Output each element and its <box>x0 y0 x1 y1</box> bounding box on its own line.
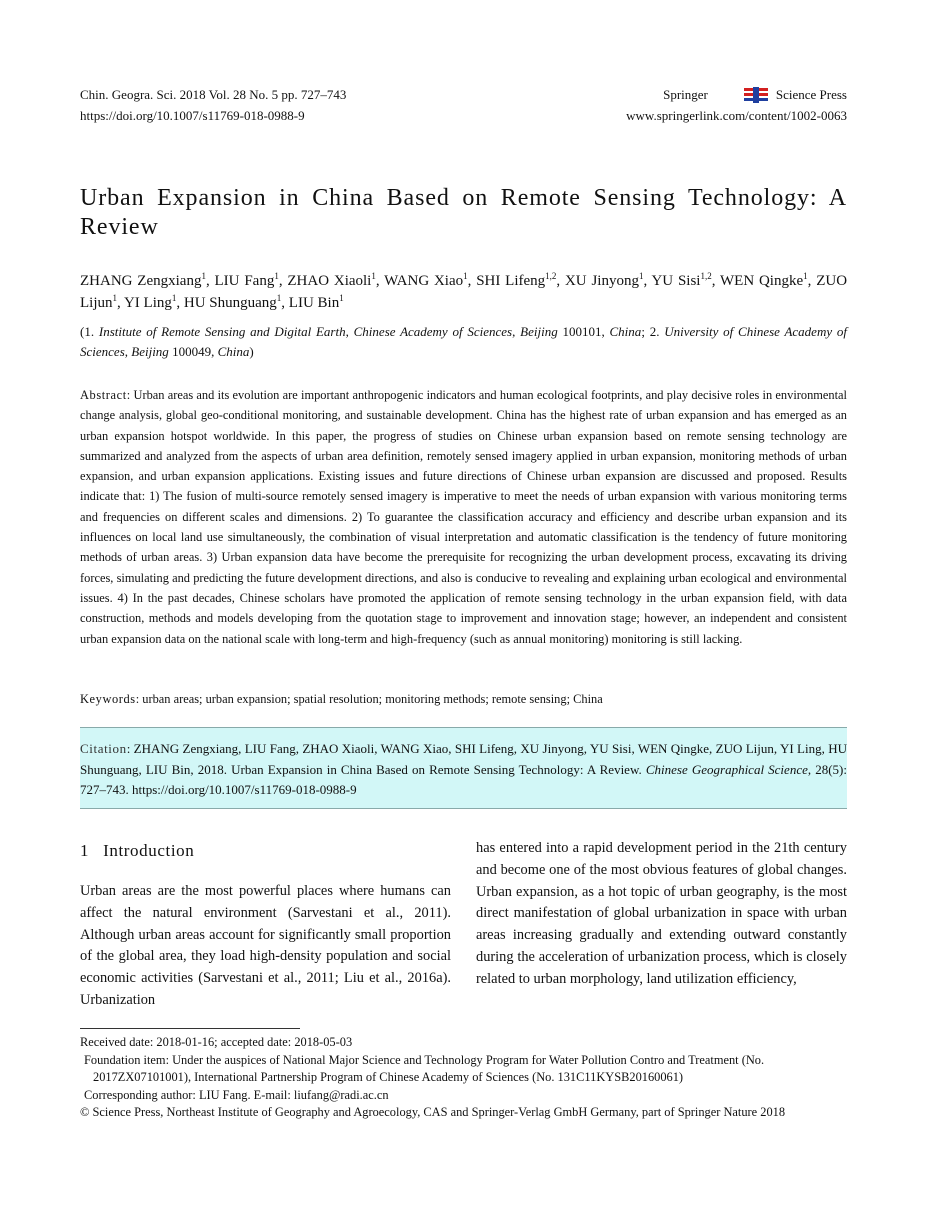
author-name: WEN Qingke <box>720 273 804 289</box>
body-column-right: has entered into a rapid development period in the 21th century and become one of the most obvious features of global changes. Urban expansion, as a hot topic of urban geography, is the most direct manifestation of global urbanization in space with urban areas increasing gradually and extending outward constantly during the acceleration of urbanization process, which is closely related to urban morphology, land utilization efficiency, <box>476 840 847 987</box>
author-affiliation-mark: 1 <box>339 293 344 303</box>
section-title: Introduction <box>103 841 195 860</box>
author-name: ZHAO Xiaoli <box>287 273 372 289</box>
journal-header <box>80 84 346 126</box>
author-name: HU Shunguang <box>183 295 277 311</box>
citation-box: Citation: ZHANG Zengxiang, LIU Fang, ZHAO Xiaoli, WANG Xiao, SHI Lifeng, XU Jinyong, YU Sisi, WEN Qingke, ZUO Lijun, YI Ling, HU Shunguang, LIU Bin, 2018. Urban Expansion in China Based on Remote Sensing Technology: A Review. Chinese Geographical Science, 28(5): 727–743. https://doi.org/10.1007/s11769-018-0988-9 <box>80 727 847 809</box>
citation-label: Citation <box>80 741 127 756</box>
author-name: LIU Fang <box>214 273 275 289</box>
abstract-label: Abstract <box>80 388 127 402</box>
affiliation-org-1: Chinese Academy of Sciences <box>353 324 513 339</box>
author-name: ZUO Lijun <box>80 273 848 311</box>
keywords: Keywords: urban areas; urban expansion; spatial resolution; monitoring methods; remote sensing; China <box>80 692 603 706</box>
affiliation-country-1: China <box>609 324 642 339</box>
abstract: Abstract: Urban areas and its evolution are important anthropogenic indicators and human ecological footprints, and play decisive roles in environmental change analysis, global geo-conditional monitoring, and sustainable development. China has the highest rate of urban expansion and has emerged as an urban expansion hotspot worldwide. In this paper, the progress of studies on Chinese urban expansion based on remote sensing technology are summarized and analyzed from the aspects of urban area definition, remotely sensed imagery applied in urban expansion, monitoring methods of urban expansion, and urban expansion applications. Existing issues and future directions of Chinese urban expansion are discussed and proposed. Results indicate that: 1) The fusion of multi-source remotely sensed imagery is imperative to meet the needs of urban expansion with various monitoring terms and frequencies on different scales and dimensions. 2) To guarantee the classification accuracy and efficiency and describe urban expansion and its influences on local land use simultaneously, the combination of visual interpretation and automatic classification is the tendency of future monitoring methods of urban areas. 3) Urban expansion data have become the prerequisite for recognizing the urban development process, excavating its driving forces, simulating and predicting the future development directions, and also is conducive to revealing and explaining urban ecological and environmental issues. 4) In the past decades, Chinese scholars have promoted the application of remote sensing technology in the urban expansion field, with data construction, methods and models developing from the quotation stage to improvement and innovation stage; however, an independent and consistent urban expansion data on the national scale with long-term and high-frequency (such as annual monitoring) monitoring is still lacking. <box>80 388 848 646</box>
affiliation-institute-1: Institute of Remote Sensing and Digital Earth <box>98 324 346 339</box>
author-affiliation-mark: 1,2 <box>545 271 557 281</box>
doi-link[interactable]: https://doi.org/10.1007/s11769-018-0988-9 <box>80 108 305 123</box>
footnote-corresponding: Corresponding author: LIU Fang. E-mail: liufang@radi.ac.cn <box>84 1087 389 1102</box>
publisher-header <box>626 84 847 126</box>
author-affiliation-mark: 1 <box>638 271 644 281</box>
author-name: WANG Xiao <box>384 273 464 289</box>
author-name: LIU Bin <box>288 295 340 311</box>
author-name: XU Jinyong <box>564 273 639 289</box>
author-affiliation-mark: 1,2 <box>700 271 712 281</box>
affiliation-city-2: Beijing <box>131 344 169 359</box>
affiliations: (1. Institute of Remote Sensing and Digital Earth, Chinese Academy of Sciences, Beijing 100101, China; 2. University of Chinese Academy of Sciences, Beijing 100049, China) <box>80 324 847 359</box>
keywords-text: urban areas; urban expansion; spatial resolution; monitoring methods; remote sensing; China <box>142 692 603 706</box>
author-affiliation-mark: 1 <box>463 271 468 281</box>
affiliation-country-2: China <box>217 344 250 359</box>
author-name: YU Sisi <box>651 273 701 289</box>
science-press-logo-icon <box>744 87 768 103</box>
author-affiliation-mark: 1 <box>371 271 376 281</box>
author-list: ZHANG Zengxiang$^1$, LIU Fang$^1$, ZHAO Xiaoli$^1$, WANG Xiao$^1$, SHI Lifeng$^{1,2}$, XU Jinyong$^1$, YU Sisi$^{1,2}$, WEN Qingke$^1$, ZUO Lijun$^1$, YI Ling$^1$, HU Shunguang$^1$, LIU Bin$^1$ <box>80 271 848 311</box>
author-affiliation-mark: 1 <box>112 293 117 303</box>
author-affiliation-mark: 1 <box>276 293 282 303</box>
affiliation-city-1: Beijing <box>520 324 558 339</box>
footnote-foundation: Foundation item: Under the auspices of National Major Science and Technology Program for Water Pollution Contro and Treatment (No. 2017ZX07101001), International Partnership Program of Chinese Academy of Sciences (No. 131C11KYSB20160061) <box>84 1052 765 1084</box>
body-column-left: Urban areas are the most powerful places where humans can affect the natural environment (Sarvestani et al., 2011). Although urban areas account for significantly small proportion of the global area, they load high-density population and social economic activities (Sarvestani et al., 2011; Liu et al., 2016a). Urbanization <box>80 883 451 1008</box>
paper-title: Urban Expansion in China Based on Remote Sensing Technology: A Review <box>80 185 847 240</box>
keywords-label: Keywords <box>80 692 136 706</box>
author-affiliation-mark: 1 <box>274 271 279 281</box>
footnote-copyright: © Science Press, Northeast Institute of Geography and Agroecology, CAS and Springer-Verlag GmbH Germany, part of Springer Nature 2018 <box>80 1105 786 1119</box>
affiliation-institute-2: University of Chinese Academy of Sciences <box>80 324 847 359</box>
author-affiliation-mark: 1 <box>201 271 206 281</box>
citation-text: ZHANG Zengxiang, LIU Fang, ZHAO Xiaoli, WANG Xiao, SHI Lifeng, XU Jinyong, YU Sisi, WEN Qingke, ZUO Lijun, YI Ling, HU Shunguang, LIU Bin, 2018. Urban Expansion in China Based on Remote Sensing Technology: A Review. <box>80 741 847 777</box>
author-name: YI Ling <box>123 295 172 311</box>
footnote-received: Received date: 2018-01-16; accepted date: 2018-05-03 <box>80 1035 353 1049</box>
publisher-science-press: Science Press <box>775 87 847 102</box>
author-name: SHI Lifeng <box>476 273 546 289</box>
citation-rest[interactable]: , 28(5): 727–743. https://doi.org/10.1007/s11769-018-0988-9 <box>80 761 847 797</box>
publisher-springer: Springer <box>663 87 708 102</box>
citation-journal: Chinese Geographical Science <box>645 761 808 777</box>
journal-citation-line: Chin. Geogra. Sci. 2018 Vol. 28 No. 5 pp. 727–743 <box>80 87 347 102</box>
author-affiliation-mark: 1 <box>171 293 177 303</box>
springer-link[interactable]: www.springerlink.com/content/1002-0063 <box>626 108 847 123</box>
author-name: ZHANG Zengxiang <box>80 273 202 289</box>
section-number: 1 <box>80 841 90 860</box>
abstract-text: Urban areas and its evolution are important anthropogenic indicators and human ecological footprints, and play decisive roles in environmental change analysis, global geo-conditional monitoring, and sustainable development. China has the highest rate of urban expansion and has emerged as an urban expansion hotspot worldwide. In this paper, the progress of studies on Chinese urban expansion based on remote sensing technology are summarized and analyzed from the aspects of urban area definition, remotely sensed imagery applied in urban expansion, monitoring methods of urban expansion, and urban expansion applications. Existing issues and future directions of Chinese urban expansion are discussed and proposed. Results indicate that: 1) The fusion of multi-source remotely sensed imagery is imperative to meet the needs of urban expansion with various monitoring terms and frequencies on different scales and dimensions. 2) To guarantee the classification accuracy and efficiency and describe urban expansion and its influences on local land use simultaneously, the combination of visual interpretation and automatic classification is the tendency of future monitoring methods of urban areas. 3) Urban expansion data have become the prerequisite for recognizing the urban development process, excavating its driving forces, simulating and predicting the future development directions, and also is conducive to revealing and explaining urban ecological and environmental issues. 4) In the past decades, Chinese scholars have promoted the application of remote sensing technology in the urban expansion field, with data construction, methods and models developing from the quotation stage to improvement and innovation stage; however, an independent and consistent urban expansion data on the national scale with long-term and high-frequency (such as annual monitoring) monitoring is still lacking. <box>80 388 848 646</box>
footnote-divider <box>80 1028 300 1029</box>
footnotes <box>80 1034 851 1122</box>
author-affiliation-mark: 1 <box>803 271 808 281</box>
section-heading <box>80 840 194 862</box>
